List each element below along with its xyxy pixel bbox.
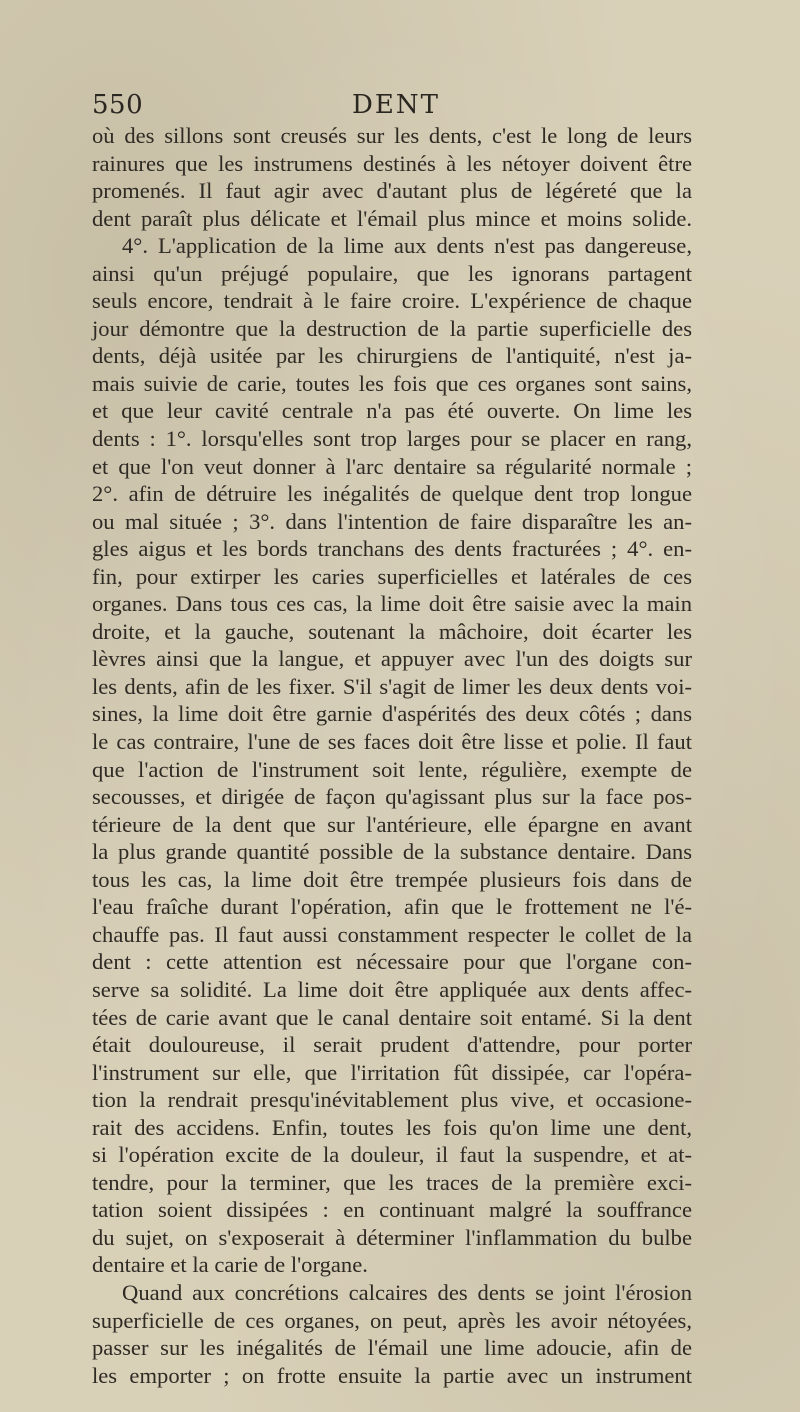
- text-line: chauffe pas. Il faut aussi constamment respecter le collet de la: [92, 921, 692, 947]
- text-line: térieure de la dent que sur l'antérieure, elle épargne en avant: [92, 811, 692, 837]
- text-line: les dents, afin de les fixer. S'il s'agit de limer les deux dents voi-: [92, 673, 692, 699]
- body-text: [92, 122, 692, 1389]
- text-line: sines, la lime doit être garnie d'aspérités des deux côtés ; dans: [92, 701, 692, 727]
- text-line: serve sa solidité. La lime doit être appliquée aux dents affec-: [92, 976, 692, 1002]
- text-line: et que leur cavité centrale n'a pas été ouverte. On lime les: [92, 398, 692, 424]
- text-line: 2°. afin de détruire les inégalités de quelque dent trop longue: [92, 481, 692, 507]
- text-line: du sujet, on s'exposerait à déterminer l'inflammation du bulbe: [92, 1224, 692, 1250]
- text-line: dent : cette attention est nécessaire pour que l'organe con-: [92, 949, 692, 975]
- text-line: si l'opération excite de la douleur, il faut la suspendre, et at-: [92, 1142, 692, 1168]
- text-line: 4°. L'application de la lime aux dents n'est pas dangereuse,: [122, 233, 692, 259]
- text-line: promenés. Il faut agir avec d'autant plus de légéreté que la: [92, 178, 692, 204]
- text-line: superficielle de ces organes, on peut, après les avoir nétoyées,: [92, 1307, 692, 1333]
- running-head-title: DENT: [352, 90, 440, 120]
- text-line: dents, déjà usitée par les chirurgiens de l'antiquité, n'est ja-: [92, 343, 692, 369]
- text-line: où des sillons sont creusés sur les dents, c'est le long de leurs: [92, 123, 692, 148]
- text-line: et que l'on veut donner à l'arc dentaire sa régularité normale ;: [92, 453, 692, 479]
- text-line: rainures que les instrumens destinés à les nétoyer doivent être: [92, 150, 692, 176]
- text-line: dentaire et la carie de l'organe.: [92, 1252, 368, 1278]
- text-line: fin, pour extirper les caries superficielles et latérales de ces: [92, 563, 692, 589]
- text-line: tendre, pour la terminer, que les traces de la première exci-: [92, 1169, 692, 1195]
- text-line: tion la rendrait presqu'inévitablement plus vive, et occasione-: [92, 1087, 692, 1113]
- text-line: secousses, et dirigée de façon qu'agissant plus sur la face pos-: [92, 784, 692, 810]
- text-line: mais suivie de carie, toutes les fois que ces organes sont sains,: [92, 370, 692, 396]
- text-line: tous les cas, la lime doit être trempée plusieurs fois dans de: [92, 866, 692, 892]
- text-line: rait des accidens. Enfin, toutes les fois qu'on lime une dent,: [92, 1114, 692, 1140]
- text-line: dents : 1°. lorsqu'elles sont trop larges pour se placer en rang,: [92, 426, 692, 452]
- text-line: organes. Dans tous ces cas, la lime doit être saisie avec la main: [92, 591, 692, 617]
- text-line: droite, et la gauche, soutenant la mâchoire, doit écarter les: [92, 618, 692, 644]
- running-head: [92, 90, 732, 124]
- text-line: la plus grande quantité possible de la substance dentaire. Dans: [92, 839, 692, 865]
- text-line: l'eau fraîche durant l'opération, afin que le frottement ne l'é-: [92, 894, 692, 920]
- text-line: les emporter ; on frotte ensuite la partie avec un instrument: [92, 1362, 692, 1388]
- text-line: tées de carie avant que le canal dentaire soit entamé. Si la dent: [92, 1004, 692, 1030]
- text-line: ou mal située ; 3°. dans l'intention de faire disparaître les an-: [92, 508, 692, 534]
- page-number: 550: [92, 90, 144, 120]
- text-line: tation soient dissipées : en continuant malgré la souffrance: [92, 1197, 692, 1223]
- text-line: l'instrument sur elle, que l'irritation fût dissipée, car l'opéra-: [92, 1059, 692, 1085]
- text-line: le cas contraire, l'une de ses faces doit être lisse et polie. Il faut: [92, 729, 692, 755]
- text-line: ainsi qu'un préjugé populaire, que les ignorans partagent: [92, 260, 692, 286]
- text-line: gles aigus et les bords tranchans des dents fracturées ; 4°. en-: [92, 536, 692, 562]
- text-line: était douloureuse, il serait prudent d'attendre, pour porter: [92, 1032, 692, 1058]
- text-line: jour démontre que la destruction de la partie superficielle des: [92, 315, 692, 341]
- text-line: passer sur les inégalités de l'émail une lime adoucie, afin de: [92, 1335, 692, 1361]
- text-line: que l'action de l'instrument soit lente, régulière, exempte de: [92, 756, 692, 782]
- text-line: seuls encore, tendrait à le faire croire. L'expérience de chaque: [92, 288, 692, 314]
- text-line: Quand aux concrétions calcaires des dents se joint l'érosion: [122, 1279, 692, 1305]
- text-line: lèvres ainsi que la langue, et appuyer avec l'un des doigts sur: [92, 646, 692, 672]
- text-line: dent paraît plus délicate et l'émail plus mince et moins solide.: [92, 205, 692, 231]
